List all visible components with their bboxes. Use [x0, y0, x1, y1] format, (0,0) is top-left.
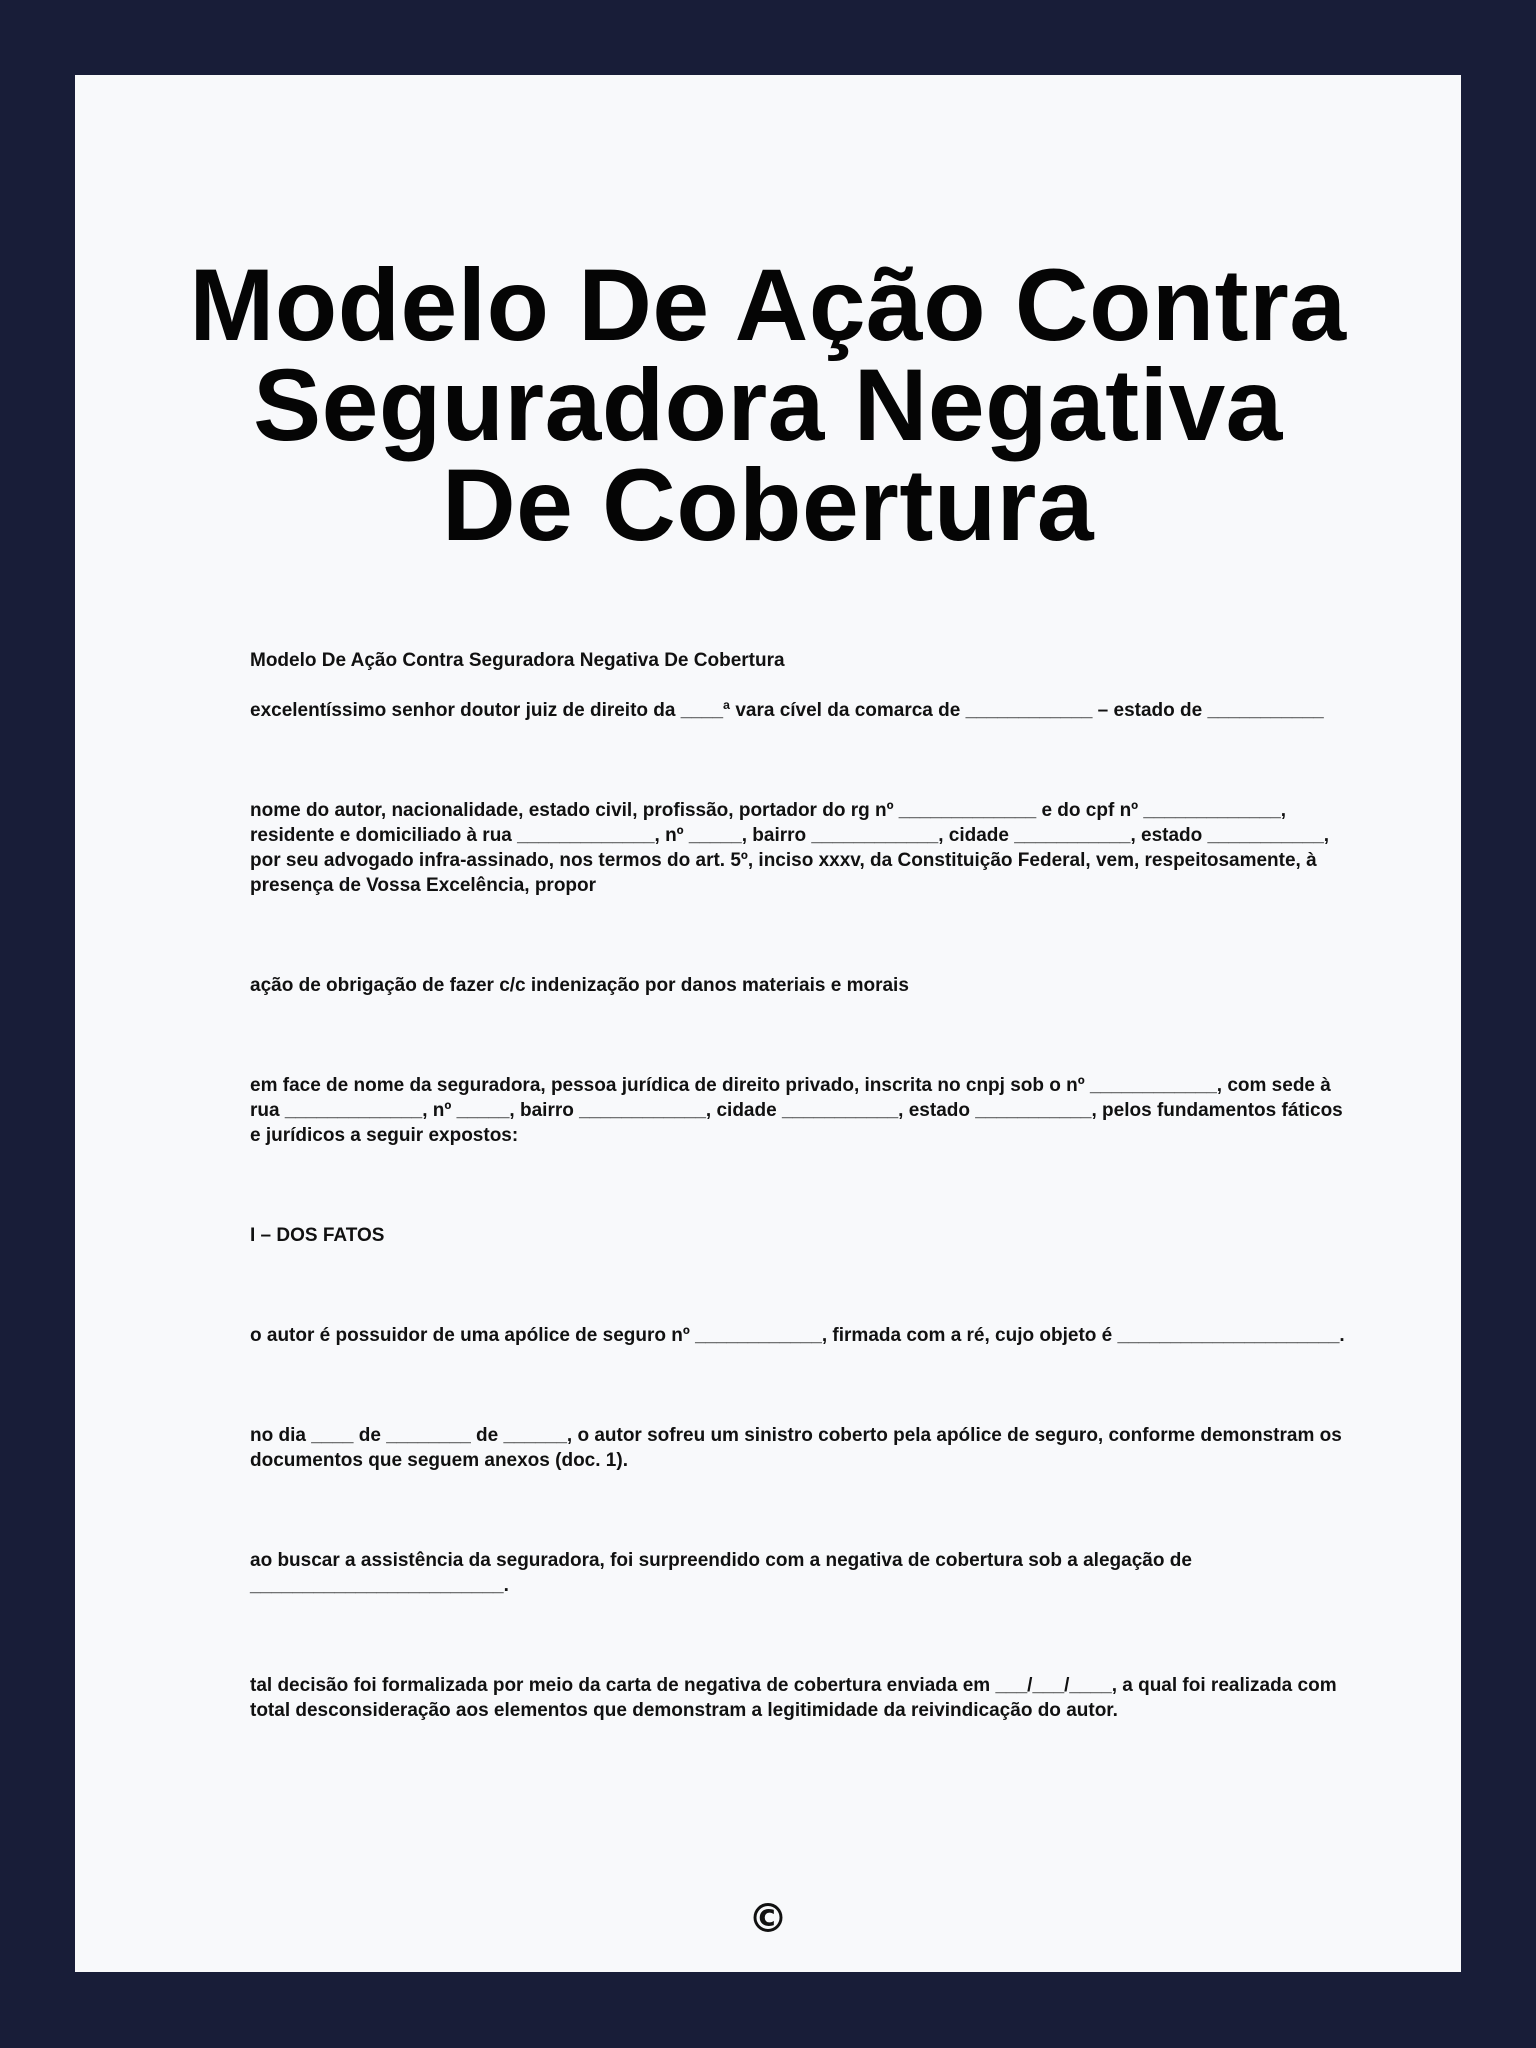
document-body	[250, 648, 1350, 1723]
document-page	[75, 75, 1461, 1972]
facts-paragraph-1: o autor é possuidor de uma apólice de seguro nº ____________, firmada com a ré, cujo objeto é _____________________.	[250, 1325, 1345, 1346]
document-heading: Modelo De Ação Contra Seguradora Negativa De Cobertura	[250, 650, 785, 671]
facts-paragraph-2: no dia ____ de ________ de ______, o autor sofreu um sinistro coberto pela apólice de seguro, conforme demonstram os documentos que seguem anexos (doc. 1).	[250, 1425, 1342, 1471]
action-name-paragraph: ação de obrigação de fazer c/c indenização por danos materiais e morais	[250, 975, 909, 996]
section-heading-facts: I – DOS FATOS	[250, 1225, 385, 1246]
qualification-paragraph: nome do autor, nacionalidade, estado civil, profissão, portador do rg nº _____________ e do cpf nº _____________, residente e domiciliado à rua _____________, nº _____, bairro ____________, cidade ___________, estado ___________, por seu advogado infra-assinado, nos termos do art. 5º, inciso xxxv, da Constituição Federal, vem, respeitosamente, à presença de Vossa Excelência, propor	[250, 800, 1330, 896]
facts-paragraph-4: tal decisão foi formalizada por meio da carta de negativa de cobertura enviada em ___/___/____, a qual foi realizada com total desconsideração aos elementos que demonstram a legitimidade da reivindicação do autor.	[250, 1675, 1337, 1721]
addressee-paragraph: excelentíssimo senhor doutor juiz de direito da ____ª vara cível da comarca de ____________ – estado de ___________	[250, 700, 1324, 721]
page-title: Modelo De Ação Contra Seguradora Negativa De Cobertura	[189, 248, 1347, 562]
facts-paragraph-3: ao buscar a assistência da seguradora, foi surpreendido com a negativa de cobertura sob a alegação de ________________________.	[250, 1550, 1192, 1596]
copyright-icon: ©	[748, 1896, 788, 1942]
defendant-paragraph: em face de nome da seguradora, pessoa jurídica de direito privado, inscrita no cnpj sob o nº ____________, com sede à rua _____________, nº _____, bairro ____________, cidade ___________, estado ___________, pelos fundamentos fáticos e jurídicos a seguir expostos:	[250, 1075, 1343, 1146]
